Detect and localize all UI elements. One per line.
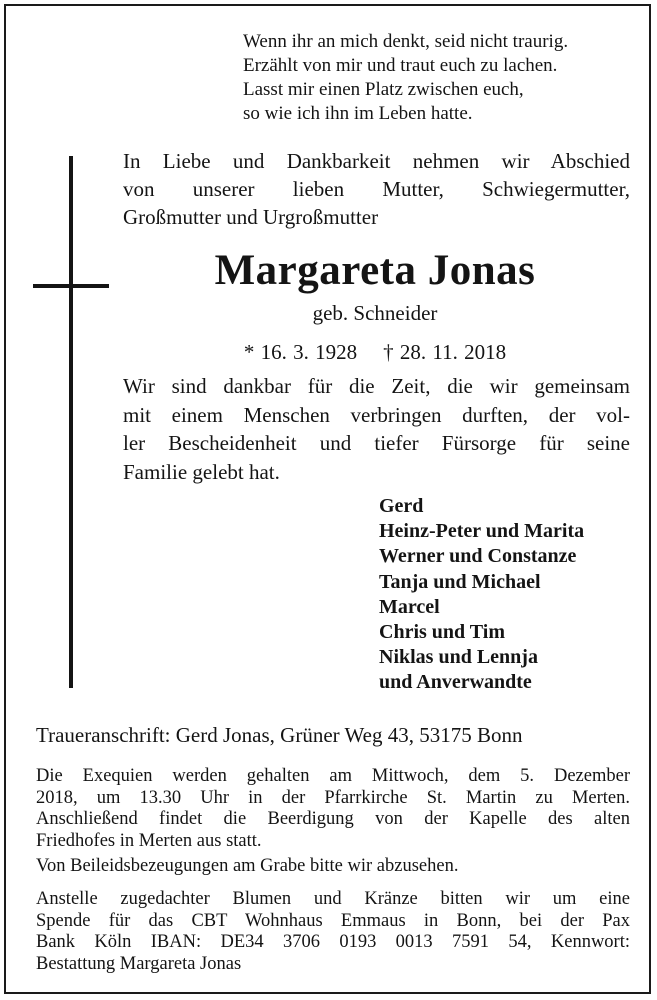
poem [243, 30, 568, 126]
farewell-intro [123, 147, 630, 231]
condolences-note: Von Beileidsbezeugungen am Grabe bitte wir abzusehen. [36, 856, 459, 876]
family-member: Heinz-Peter und Marita [379, 520, 585, 543]
family-member: Tanja und Michael [379, 570, 541, 593]
service-line: Die Exequien werden gehalten am Mittwoch, dem 5. Dezember [36, 766, 630, 786]
family-list [379, 494, 584, 696]
poem-line: Erzählt von mir und traut euch zu lachen. [243, 55, 558, 76]
family-member: Gerd [379, 495, 424, 517]
death-date: † 28. 11. 2018 [383, 340, 507, 364]
birth-date: * 16. 3. 1928 [243, 340, 358, 364]
family-member: und Anverwandte [379, 671, 532, 694]
service-line: Anschließend findet die Beerdigung von der Kapelle des alten [36, 809, 630, 829]
gratitude-line: Wir sind dankbar für die Zeit, die wir gemeinsam [123, 374, 630, 398]
donation-line: Bank Köln IBAN: DE34 3706 0193 0013 7591 54, Kennwort: [36, 932, 630, 952]
cross-icon-beam [33, 284, 109, 288]
poem-line: Lasst mir einen Platz zwischen euch, [243, 79, 524, 100]
intro-line: von unserer lieben Mutter, Schwiegermutter, [123, 177, 630, 201]
funeral-service-info [36, 766, 630, 852]
birth-name: geb. Schneider [312, 301, 438, 325]
intro-line: Großmutter und Urgroßmutter [123, 205, 379, 229]
mourning-address: Traueranschrift: Gerd Jonas, Grüner Weg 43, 53175 Bonn [36, 723, 523, 747]
life-dates [120, 336, 630, 368]
donation-line: Anstelle zugedachter Blumen und Kränze bitten wir um eine [36, 889, 630, 909]
gratitude-line: mit einem Menschen verbringen durften, der vol- [123, 402, 630, 427]
family-member: Chris und Tim [379, 621, 505, 644]
gratitude-line: ler Bescheidenheit und tiefer Fürsorge für seine [123, 431, 630, 455]
deceased-name: Margareta Jonas [214, 247, 536, 294]
gratitude-text [123, 372, 630, 486]
family-member: Niklas und Lennja [379, 646, 538, 669]
gratitude-line: Familie gelebt hat. [123, 459, 280, 484]
donation-line: Bestattung Margareta Jonas [36, 953, 242, 974]
family-member: Werner und Constanze [379, 545, 577, 568]
service-line: 2018, um 13.30 Uhr in der Pfarrkirche St. Martin zu Merten. [36, 787, 630, 808]
cross-icon [69, 156, 73, 688]
donation-line: Spende für das CBT Wohnhaus Emmaus in Bonn, bei der Pax [36, 910, 630, 931]
service-line: Friedhofes in Merten aus statt. [36, 830, 262, 851]
donation-request [36, 889, 630, 975]
intro-line: In Liebe und Dankbarkeit nehmen wir Abschied [123, 149, 630, 173]
poem-line: so wie ich ihn im Leben hatte. [243, 103, 473, 124]
poem-line: Wenn ihr an mich denkt, seid nicht traurig. [243, 31, 569, 52]
family-member: Marcel [379, 595, 440, 618]
